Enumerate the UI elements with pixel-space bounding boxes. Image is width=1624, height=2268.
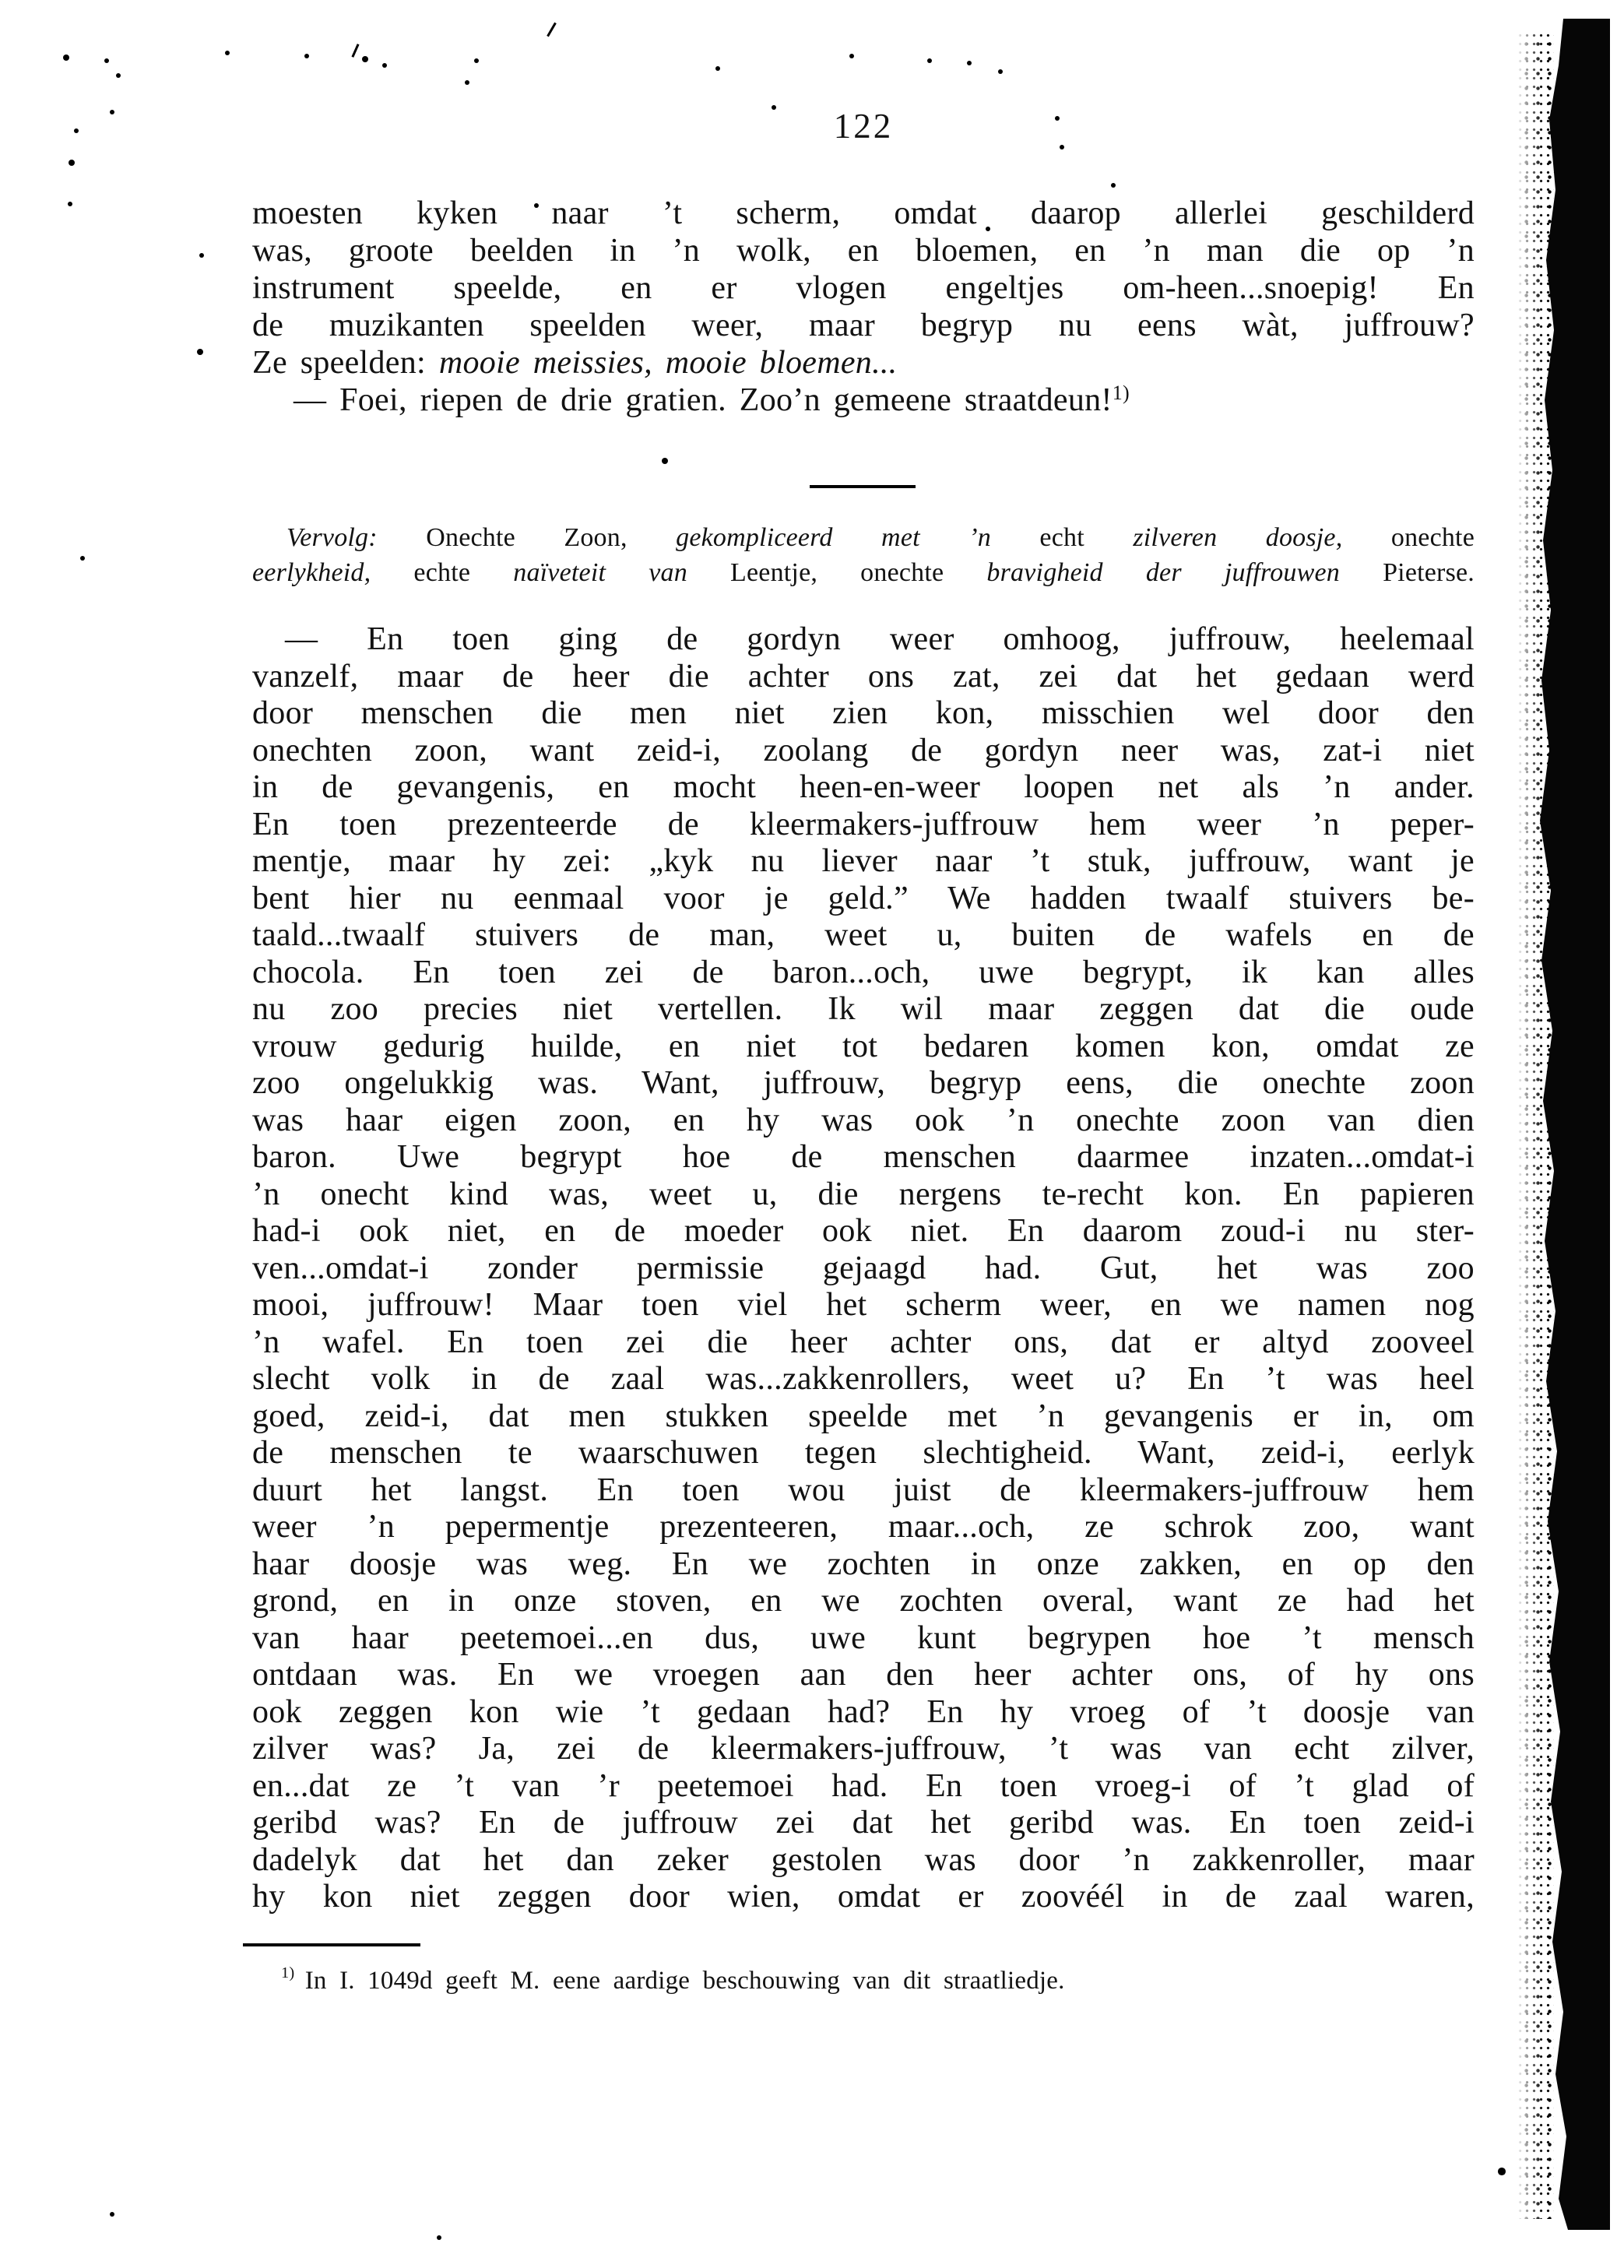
text-line: was, groote beelden in ’n wolk, en bloemen, en ’n man die op ’n [252, 233, 1475, 269]
chapter-summary [252, 520, 1475, 590]
text-line: grond, en in onze stoven, en we zochten overal, want ze had het [252, 1583, 1475, 1619]
text-line: en...dat ze ’t van ’r peetemoei had. En toen vroeg-i of ’t glad of [252, 1767, 1475, 1804]
text-line: Ze speelden: mooie meissies, mooie bloemen... [252, 345, 898, 381]
text-line: had-i ook niet, en de moeder ook niet. En daarom zoud-i nu ster- [252, 1213, 1475, 1249]
text-line: baron. Uwe begrypt hoe de menschen daarmee inzaten...omdat-i [252, 1139, 1475, 1175]
text-line: En toen prezenteerde de kleermakers-juffrouw hem weer ’n peper- [252, 806, 1475, 842]
text-line: was haar eigen zoon, en hy was ook ’n onechte zoon van dien [252, 1102, 1475, 1138]
ink-specks [0, 0, 3, 3]
text-line: slecht volk in de zaal was...zakkenrollers, weet u? En ’t was heel [252, 1361, 1475, 1397]
text-line: weer ’n pepermentje prezenteeren, maar...och, ze schrok zoo, want [252, 1509, 1475, 1545]
text-line: duurt het langst. En toen wou juist de kleermakers-juffrouw hem [252, 1472, 1475, 1508]
text-line: ven...omdat-i zonder permissie gejaagd had. Gut, het was zoo [252, 1250, 1475, 1286]
text-line: van haar peetemoei...en dus, uwe kunt begrypen hoe ’t mensch [252, 1619, 1475, 1656]
text-line: vanzelf, maar de heer die achter ons zat, zei dat het gedaan werd [252, 658, 1475, 694]
text-line: mentje, maar hy zei: „kyk nu liever naar ’t stuk, juffrouw, want je [252, 843, 1475, 879]
text-line: goed, zeid-i, dat men stukken speelde met ’n gevangenis er in, om [252, 1398, 1475, 1434]
body-paragraph [252, 621, 1475, 1916]
text-line: geribd was? En de juffrouw zei dat het geribd was. En toen zeid-i [252, 1805, 1475, 1841]
text-line: zoo ongelukkig was. Want, juffrouw, begryp eens, die onechte zoon [252, 1065, 1475, 1101]
text-line: nu zoo precies niet vertellen. Ik wil maar zeggen dat die oude [252, 991, 1475, 1027]
text-line: de muzikanten speelden weer, maar begryp nu eens wàt, juffrouw? [252, 308, 1475, 343]
footnote [252, 1964, 1475, 1998]
page-number: 122 [833, 107, 894, 146]
text-line: onechten zoon, want zeid-i, zoolang de gordyn neer was, zat-i niet [252, 732, 1475, 768]
text-line: door menschen die men niet zien kon, misschien wel door den [252, 695, 1475, 731]
text-line: bent hier nu eenmaal voor je geld.” We hadden twaalf stuivers be- [252, 880, 1475, 916]
text-line: ontdaan was. En we vroegen aan den heer achter ons, of hy ons [252, 1657, 1475, 1693]
text-line: $^{1)}$ In I. 1049d geeft M. eene aardige beschouwing van dit straatliedje. [281, 1964, 1065, 1995]
text-line: hy kon niet zeggen door wien, omdat er zoovéél in de zaal waren, [252, 1879, 1475, 1915]
text-line: dadelyk dat het dan zeker gestolen was door ’n zakkenroller, maar [252, 1841, 1475, 1878]
text-line: de menschen te waarschuwen tegen slechtigheid. Want, zeid-i, eerlyk [252, 1435, 1475, 1471]
text-line: ’n onecht kind was, weet u, die nergens te-recht kon. En papieren [252, 1176, 1475, 1212]
stray-pen-mark [547, 23, 557, 37]
text-line: ’n wafel. En toen zei die heer achter ons, dat er altyd zooveel [252, 1324, 1475, 1360]
text-line: haar doosje was weg. En we zochten in onze zakken, en op den [252, 1545, 1475, 1582]
text-line: eerlykheid, echte naïveteit van Leentje, onechte bravigheid der juffrouwen Pieterse. [252, 558, 1475, 587]
stray-pen-mark [351, 44, 359, 58]
text-line: chocola. En toen zei de baron...och, uwe begrypt, ik kan alles [252, 954, 1475, 990]
footnote-rule [243, 1943, 420, 1946]
text-line: ook zeggen kon wie ’t gedaan had? En hy vroeg of ’t doosje van [252, 1693, 1475, 1730]
opening-paragraph [252, 195, 1475, 419]
section-divider-rule [810, 485, 916, 488]
text-line: Vervolg: Onechte Zoon, gekompliceerd met ’n echt zilveren doosje, onechte [286, 523, 1475, 552]
text-line: zilver was? Ja, zei de kleermakers-juffrouw, ’t was van echt zilver, [252, 1731, 1475, 1767]
text-line: taald...twaalf stuivers de man, weet u, buiten de wafels en de [252, 917, 1475, 953]
text-line: vrouw gedurig huilde, en niet tot bedaren komen kon, omdat ze [252, 1028, 1475, 1064]
text-line: moesten kyken naar ’t scherm, omdat daarop allerlei geschilderd [252, 195, 1475, 231]
text-line: — En toen ging de gordyn weer omhoog, juffrouw, heelemaal [285, 621, 1475, 657]
text-line: in de gevangenis, en mocht heen-en-weer loopen net als ’n ander. [252, 769, 1475, 805]
text-line: mooi, juffrouw! Maar toen viel het scherm weer, en we namen nog [252, 1287, 1475, 1323]
text-line: — Foei, riepen de drie gratien. Zoo’n gemeene straatdeun!$^{1)}$ [294, 382, 1130, 418]
text-line: instrument speelde, en er vlogen engeltjes om-heen...snoepig! En [252, 270, 1475, 306]
